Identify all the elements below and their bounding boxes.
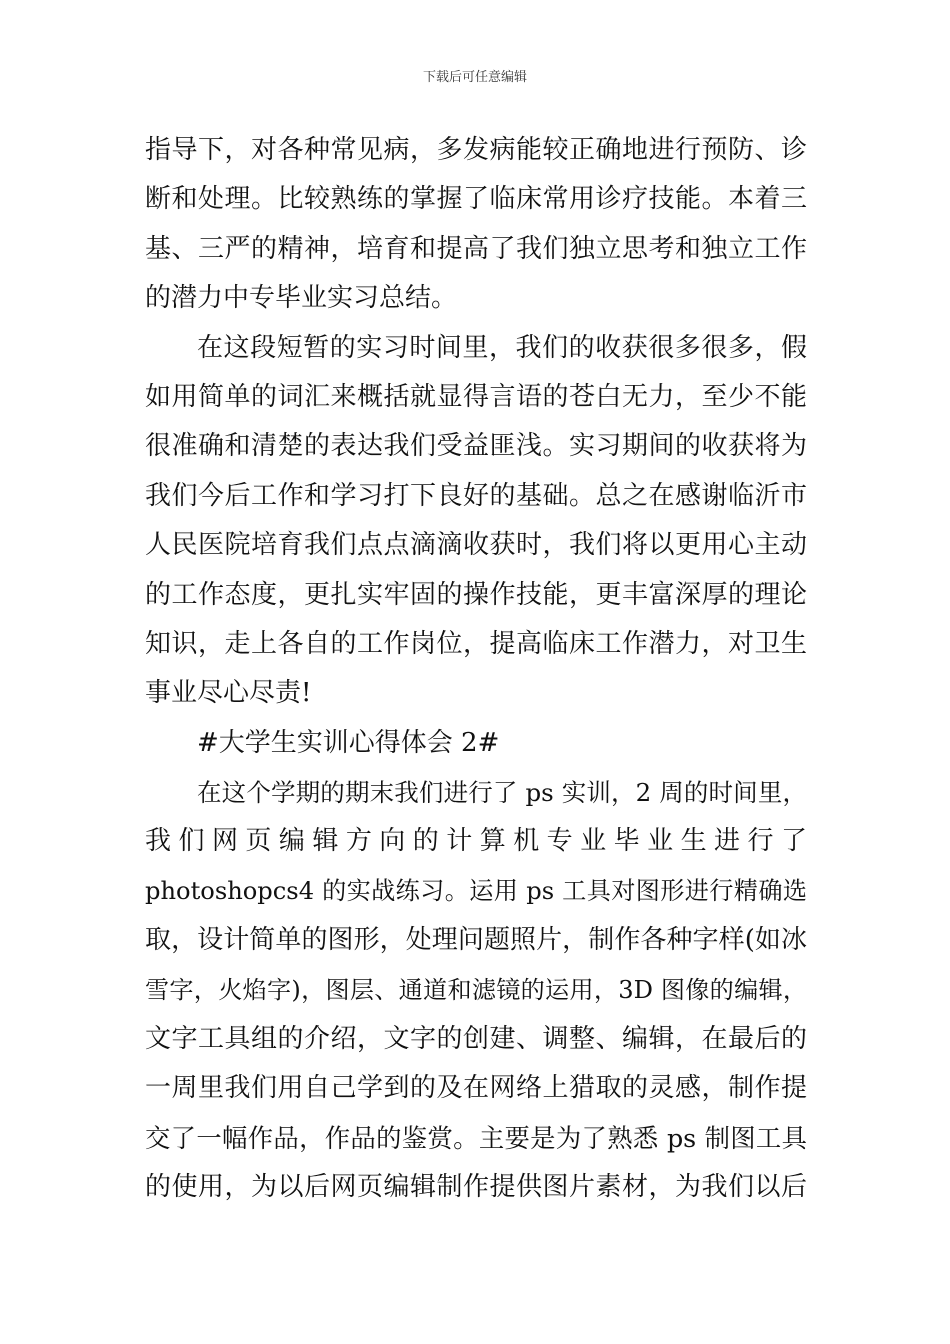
text-line: 的使用，为以后网页编辑制作提供图片素材，为我们以后 [145, 1172, 807, 1203]
text-line: 在这段短暂的实习时间里，我们的收获很多很多，假 [197, 332, 807, 363]
text-line: 在这个学期的期末我们进行了 ps 实训，2 周的时间里， [197, 778, 807, 808]
text-line: 基、三严的精神，培育和提高了我们独立思考和独立工作 [145, 233, 807, 264]
text-line: 指导下，对各种常见病，多发病能较正确地进行预防、诊 [145, 135, 807, 165]
text-line: 的潜力中专毕业实习总结。 [145, 283, 458, 314]
document-body [145, 126, 807, 1213]
text-line: 交了一幅作品，作品的鉴赏。主要是为了熟悉 ps 制图工具 [145, 1122, 807, 1153]
text-line: 断和处理。比较熟练的掌握了临床常用诊疗技能。本着三 [145, 184, 807, 215]
text-line: 人民医院培育我们点点滴滴收获时，我们将以更用心主动 [145, 530, 807, 561]
section-heading: #大学生实训心得体会 2# [197, 727, 500, 758]
text-line: 知识，走上各自的工作岗位，提高临床工作潜力，对卫生 [145, 628, 807, 659]
text-line: photoshopcs4 的实战练习。运用 ps 工具对图形进行精确选 [145, 876, 807, 905]
text-line: 文字工具组的介绍，文字的创建、调整、编辑，在最后的 [145, 1024, 807, 1055]
text-line: 我们今后工作和学习打下良好的基础。总之在感谢临沂市 [145, 480, 807, 511]
text-line: 如用简单的词汇来概括就显得言语的苍白无力，至少不能 [145, 381, 807, 412]
text-line: 的工作态度，更扎实牢固的操作技能，更丰富深厚的理论 [145, 579, 807, 610]
text-line: 事业尽心尽责! [145, 678, 312, 709]
text-line: 雪字，火焰字)，图层、通道和滤镜的运用，3D 图像的编辑， [145, 975, 807, 1004]
text-line: 我们网页编辑方向的计算机专业毕业生进行了 [145, 826, 807, 857]
text-line: 很准确和清楚的表达我们受益匪浅。实习期间的收获将为 [145, 431, 807, 462]
text-line: 一周里我们用自己学到的及在网络上猎取的灵感，制作提 [145, 1073, 807, 1104]
page-header: 下载后可任意编辑 [422, 70, 527, 85]
text-line: 取，设计简单的图形，处理问题照片，制作各种字样(如冰 [145, 925, 807, 956]
